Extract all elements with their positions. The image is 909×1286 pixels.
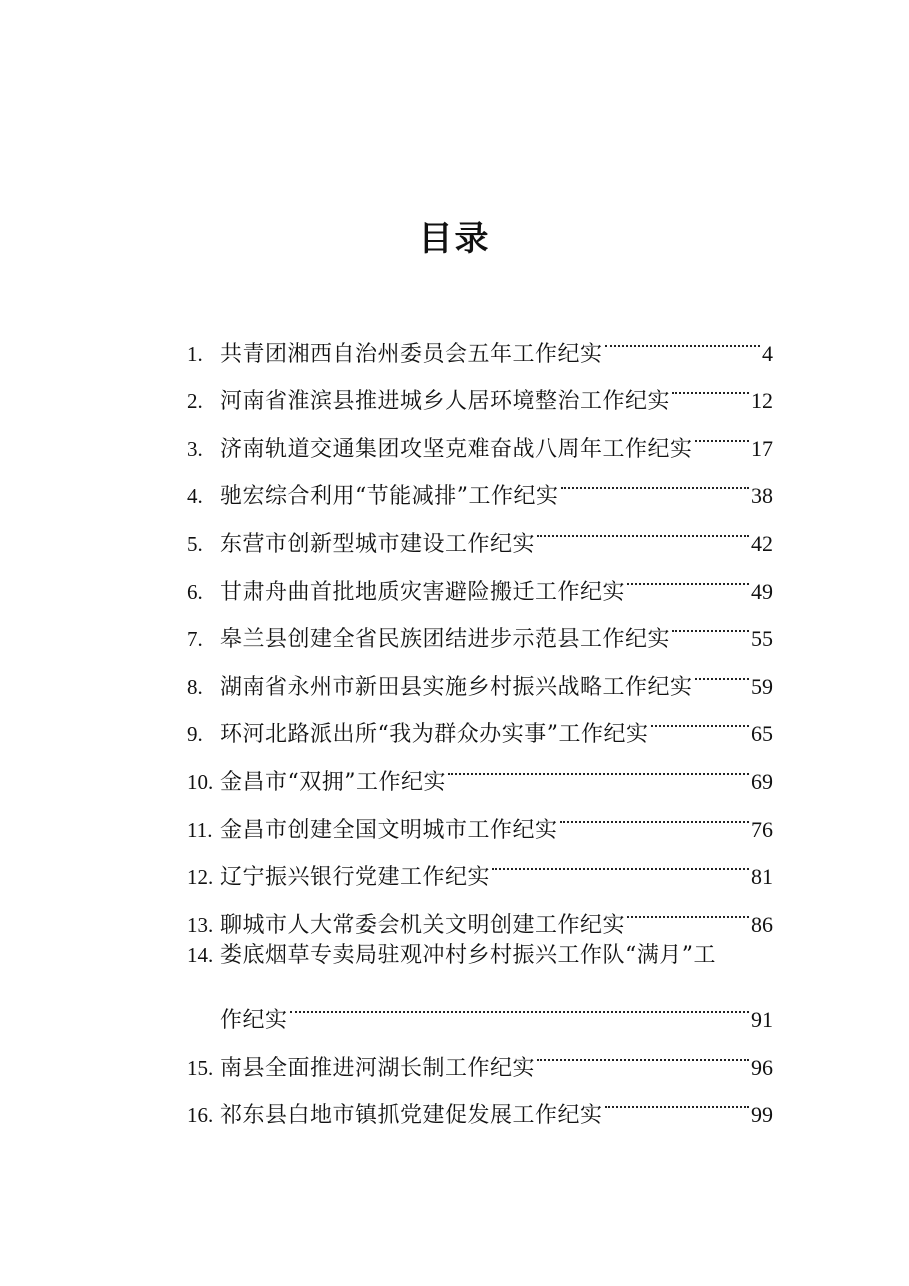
toc-entry-page: 4 [762,340,773,366]
toc-entry-page: 49 [751,578,773,604]
toc-dot-leader [537,503,749,551]
toc-entry-number: 3. [187,436,203,461]
toc-dot-leader [672,599,749,647]
toc-entry-line [187,932,773,980]
toc-entry-page: 96 [751,1054,773,1080]
toc-entry-number: 10. [187,769,214,794]
toc-entry-page: 55 [751,626,773,652]
toc-entry-page: 81 [751,864,773,890]
toc-entry-page: 86 [751,911,773,937]
toc-entry-number: 16. [187,1103,214,1128]
toc-entry-page: 91 [751,1006,773,1032]
toc-title: 目录 [418,219,491,259]
toc-entry-number: 14. [187,942,214,967]
toc-entry-number: 4. [187,484,203,509]
toc-entry-number: 6. [187,579,203,604]
toc-entry-number: 13. [187,912,214,937]
toc-entry-title: 辽宁振兴银行党建工作纪实 [220,865,491,891]
toc-entry-number: 5. [187,531,203,556]
toc-entry-title: 环河北路派出所“我为群众办实事”工作纪实 [220,722,649,748]
toc-list [187,313,773,1129]
toc-dot-leader [627,884,749,932]
toc-entry-page: 76 [751,816,773,842]
toc-entry-page: 38 [751,483,773,509]
toc-entry-line [187,979,773,1033]
toc-entry-title: 南县全面推进河湖长制工作纪实 [220,1055,536,1081]
toc-entry-title: 金昌市“双拥”工作纪实 [220,769,446,795]
toc-entry[interactable] [187,932,773,1033]
toc-entry-title: 湖南省永州市新田县实施乡村振兴战略工作纪实 [220,674,693,700]
toc-entry-title: 济南轨道交通集团攻坚克难奋战八周年工作纪实 [220,436,693,462]
toc-dot-leader [695,408,749,456]
toc-dot-leader [695,646,749,694]
toc-dot-leader [672,361,749,409]
toc-entry-title: 娄底烟草专卖局驻观冲村乡村振兴工作队“满月”工 [220,942,716,968]
toc-entry-page: 65 [751,721,773,747]
toc-entry-number: 12. [187,865,214,890]
toc-entry-title-continued: 作纪实 [220,1007,288,1033]
toc-entry-page: 59 [751,673,773,699]
toc-entry-title: 祁东县白地市镇抓党建促发展工作纪实 [220,1103,603,1129]
toc-entry-title: 皋兰县创建全省民族团结进步示范县工作纪实 [220,627,671,653]
toc-dot-leader [605,1075,749,1123]
toc-dot-leader [448,741,749,789]
toc-entry-number: 7. [187,627,203,652]
toc-dot-leader [537,1027,749,1075]
toc-dot-leader [290,979,749,1027]
toc-entry-number: 2. [187,389,203,414]
toc-entry-page: 99 [751,1102,773,1128]
toc-entry-title: 河南省淮滨县推进城乡人居环境整治工作纪实 [220,389,671,415]
toc-entry-title: 甘肃舟曲首批地质灾害避险搬迁工作纪实 [220,579,626,605]
toc-entry-title: 聊城市人大常委会机关文明创建工作纪实 [220,912,626,938]
toc-entry-number: 15. [187,1055,214,1080]
toc-entry-page: 17 [751,435,773,461]
toc-entry-title: 金昌市创建全国文明城市工作纪实 [220,817,558,843]
toc-dot-leader [492,837,749,885]
toc-dot-leader [627,551,749,599]
toc-entry-page: 42 [751,530,773,556]
toc-entry-page: 12 [751,388,773,414]
toc-dot-leader [561,456,750,504]
toc-entry-number: 1. [187,341,203,366]
toc-entry[interactable] [187,313,773,367]
toc-dot-leader [605,313,760,361]
toc-entry-number: 11. [187,817,213,842]
toc-dot-leader [560,789,749,837]
toc-entry-title: 驰宏综合利用“节能减排”工作纪实 [220,484,559,510]
toc-entry-number: 8. [187,674,203,699]
toc-entry-title: 共青团湘西自治州委员会五年工作纪实 [220,341,603,367]
toc-dot-leader [651,694,750,742]
toc-entry-title: 东营市创新型城市建设工作纪实 [220,531,536,557]
toc-entry-number: 9. [187,722,203,747]
toc-entry-page: 69 [751,768,773,794]
